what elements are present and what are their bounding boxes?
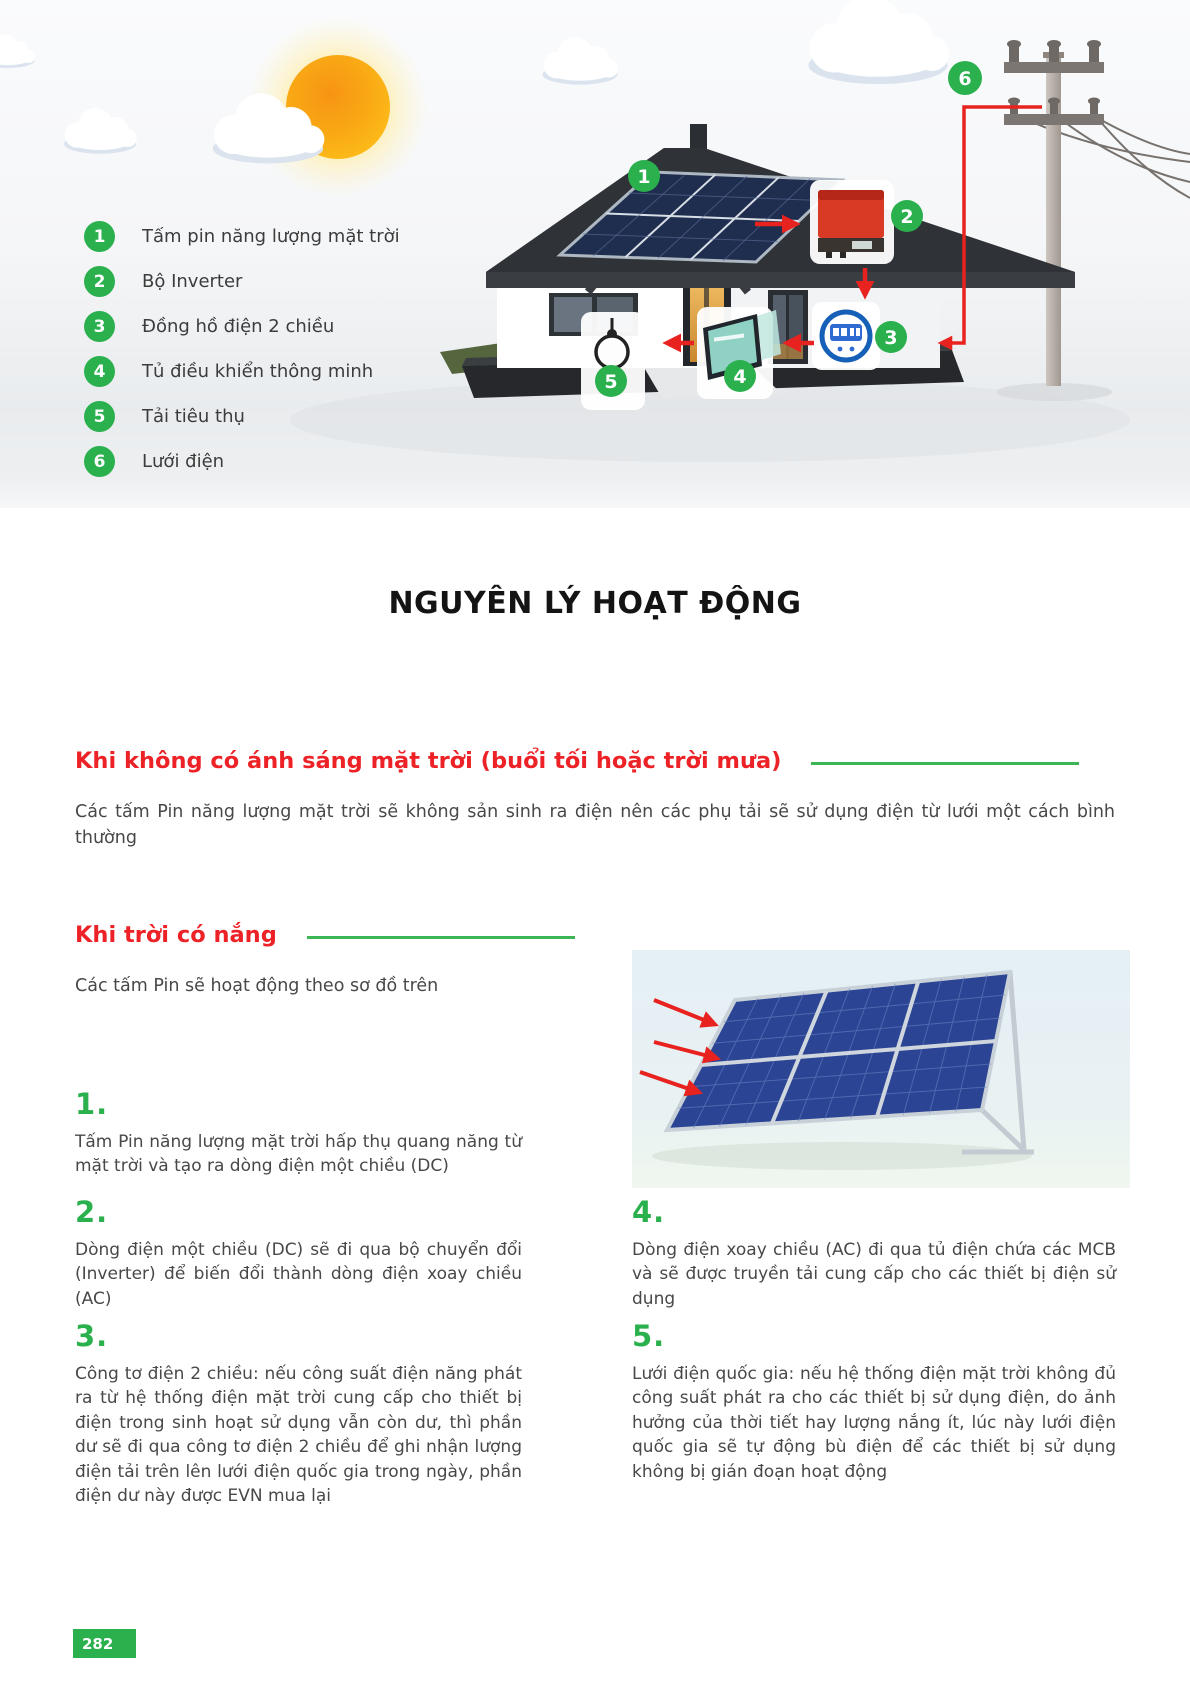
legend-badge: 6: [84, 446, 115, 477]
legend-label: Tải tiêu thụ: [142, 406, 245, 427]
step-3: [75, 1319, 522, 1509]
svg-text:2: 2: [900, 206, 914, 228]
solar-panels-photo: [632, 950, 1130, 1188]
pole-crossarm: [1004, 62, 1104, 73]
page-number-badge: 282: [73, 1629, 136, 1658]
meter-card: [812, 302, 880, 370]
legend-label: Đồng hồ điện 2 chiều: [142, 316, 335, 337]
cloud: [543, 37, 619, 85]
svg-text:1: 1: [637, 166, 651, 188]
step-2: [75, 1195, 522, 1311]
legend-label: Bộ Inverter: [142, 271, 243, 292]
legend-item: [84, 439, 400, 484]
diagram-banner: [0, 0, 1190, 508]
badge-5: [595, 365, 627, 397]
heading-underline: [811, 762, 1079, 765]
section-body: Các tấm Pin năng lượng mặt trời sẽ không sản sinh ra điện nên các phụ tải sẽ sử dụng điện từ lưới một cách bình thường: [75, 802, 1115, 849]
section-heading-row: [75, 748, 1115, 774]
cloud: [808, 0, 949, 84]
legend-label: Tủ điều khiển thông minh: [142, 361, 374, 382]
meter-icon: [822, 312, 870, 360]
inverter-card: [810, 180, 894, 264]
step-number: 5.: [632, 1319, 666, 1353]
power-pole: [1004, 40, 1190, 386]
svg-text:5: 5: [604, 371, 618, 393]
legend-badge: 5: [84, 401, 115, 432]
step-4: [632, 1195, 1116, 1311]
step-number: 2.: [75, 1195, 109, 1229]
svg-text:3: 3: [884, 327, 898, 349]
badge-1: [628, 160, 660, 192]
cloud: [0, 34, 35, 68]
section-no-sun: [75, 748, 1115, 852]
svg-text:4: 4: [733, 366, 747, 388]
step-number: 1.: [75, 1087, 109, 1121]
svg-text:6: 6: [958, 68, 972, 90]
badge-3: [875, 321, 907, 353]
heading-underline: [307, 936, 575, 939]
arrow-grid-to-house: [942, 107, 1042, 343]
solar-array-illustration: [632, 950, 1130, 1188]
step-text: Công tơ điện 2 chiều: nếu công suất điện năng phát ra từ hệ thống điện mặt trời cung cấp cho thiết bị điện trong sinh hoạt sử dụng vẫn còn dư, thì phần dư sẽ đi qua công tơ điện 2 chiều để ghi nhận lượng điện tải trên lên lưới điện quốc gia trong ngày, phần điện dư này được EVN mua lại: [75, 1364, 522, 1507]
section-heading-row: [75, 922, 1115, 948]
section-heading: Khi trời có nắng: [75, 922, 277, 948]
legend-badge: 3: [84, 311, 115, 342]
diagram-legend: [84, 214, 400, 484]
badge-2: [891, 200, 923, 232]
legend-item: [84, 394, 400, 439]
legend-item: [84, 304, 400, 349]
legend-label: Tấm pin năng lượng mặt trời: [142, 226, 400, 247]
step-text: Tấm Pin năng lượng mặt trời hấp thụ quang năng từ mặt trời và tạo ra dòng điện một chiều (DC): [75, 1132, 522, 1177]
page-title: NGUYÊN LÝ HOẠT ĐỘNG: [388, 586, 802, 621]
legend-item: [84, 259, 400, 304]
section-heading: Khi không có ánh sáng mặt trời (buổi tối hoặc trời mưa): [75, 748, 782, 774]
badge-4: [724, 360, 756, 392]
legend-item: [84, 214, 400, 259]
pole-crossarm: [1004, 114, 1104, 125]
step-number: 4.: [632, 1195, 666, 1229]
step-5: [632, 1319, 1116, 1484]
step-number: 3.: [75, 1319, 109, 1353]
badge-6: [948, 61, 982, 95]
legend-badge: 2: [84, 266, 115, 297]
power-wire: [1094, 116, 1190, 154]
legend-label: Lưới điện: [142, 451, 225, 472]
section-body: Các tấm Pin sẽ hoạt động theo sơ đồ trên: [75, 976, 439, 996]
legend-badge: 4: [84, 356, 115, 387]
array-shadow: [652, 1142, 1032, 1170]
step-text: Dòng điện một chiều (DC) sẽ đi qua bộ chuyển đổi (Inverter) để biến đổi thành dòng điện xoay chiều (AC): [75, 1240, 522, 1309]
chimney: [690, 124, 707, 152]
step-text: Lưới điện quốc gia: nếu hệ thống điện mặt trời không đủ công suất phát ra cho các thiết bị sử dụng điện, do ảnh hưởng của thời tiết hay lượng nắng ít, lúc này lưới điện quốc gia sẽ tự động bù điện để các thiết bị sử dụng không bị gián đoạn hoạt động: [632, 1364, 1116, 1482]
step-text: Dòng điện xoay chiều (AC) đi qua tủ điện chứa các MCB và sẽ được truyền tải cung cấp cho các thiết bị điện sử dụng: [632, 1240, 1116, 1309]
legend-item: [84, 349, 400, 394]
inverter-icon: [818, 190, 884, 258]
power-wire: [1094, 114, 1190, 198]
step-1: [75, 1087, 522, 1179]
cloud: [64, 108, 137, 154]
legend-badge: 1: [84, 221, 115, 252]
